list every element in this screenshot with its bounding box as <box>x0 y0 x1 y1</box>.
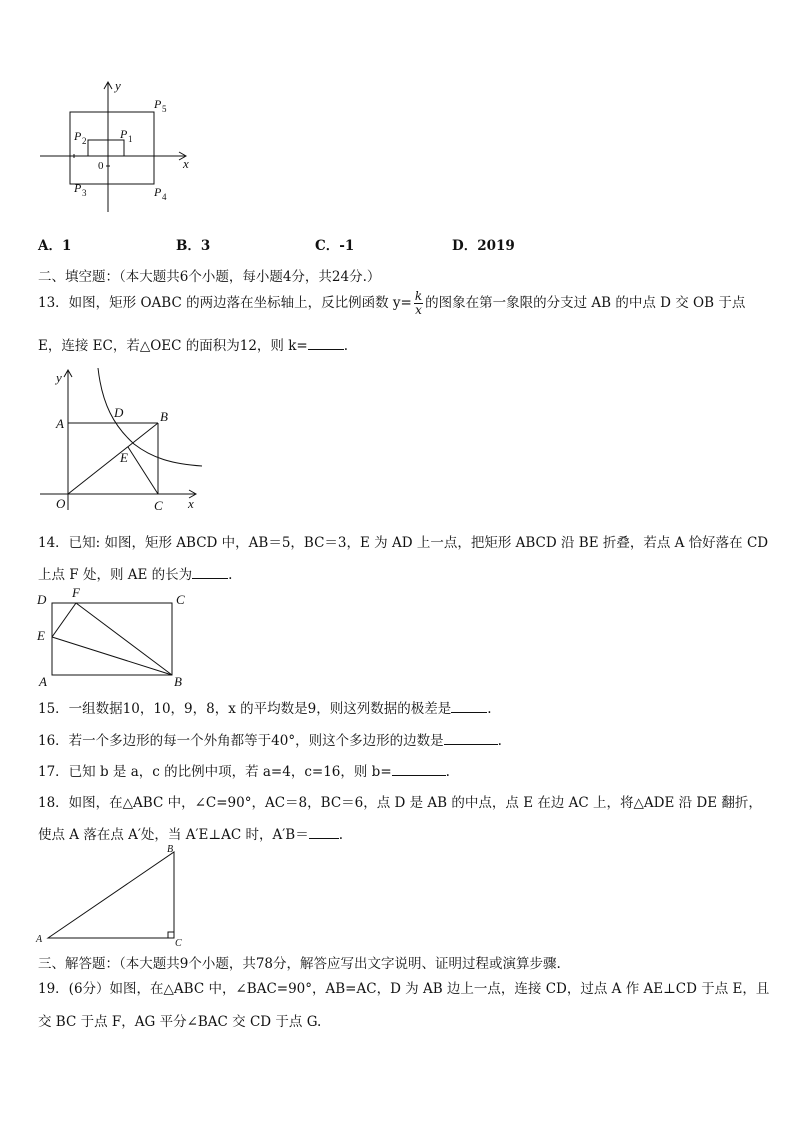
answer-blank[interactable] <box>309 826 339 839</box>
fraction-numerator: k <box>414 289 423 303</box>
fig12-label-origin: 0 <box>98 160 104 172</box>
fig13-label-d: D <box>114 405 124 420</box>
fig13-label-a: A <box>56 416 64 431</box>
choice-d: D．2019 <box>452 238 515 254</box>
answer-blank[interactable] <box>444 732 498 745</box>
answer-blank[interactable] <box>451 700 487 713</box>
fig14-label-c: C <box>176 592 185 607</box>
fig12-label-p2-sub: 2 <box>82 136 87 146</box>
segment-fb <box>76 603 172 675</box>
q17-end: . <box>445 764 450 780</box>
choice-b: B．3 <box>176 238 211 254</box>
answer-blank[interactable] <box>392 763 446 776</box>
fig12-label-p2: P <box>74 129 82 143</box>
fraction-k-over-x <box>414 290 423 317</box>
q17-text: 17．已知 b 是 a，c 的比例中项，若 a=4，c=16，则 b= <box>38 764 392 780</box>
question-18-line1: 18．如图，在△ABC 中，∠C=90°，AC＝8，BC＝6，点 D 是 AB 的中点，点 E 在边 AC 上，将△ADE 沿 DE 翻折， <box>38 795 762 811</box>
fig12-label-p5-sub: 5 <box>162 104 167 114</box>
q13-text-before: 13．如图，矩形 OABC 的两边落在坐标轴上，反比例函数 y= <box>38 295 412 311</box>
question-19-line2: 交 BC 于点 F，AG 平分∠BAC 交 CD 于点 G. <box>38 1014 322 1030</box>
fig14-label-d: D <box>37 592 47 607</box>
question-18-line2 <box>38 823 343 843</box>
fig12-label-p4-sub: 4 <box>162 192 167 202</box>
figure-q13 <box>36 364 206 514</box>
fig18-label-b: B <box>167 844 174 855</box>
right-angle-marker <box>168 932 174 938</box>
q18-line2-end: . <box>338 827 343 843</box>
section-heading-answers: 三、解答题：（本大题共9个小题，共78分，解答应写出文字说明、证明过程或演算步骤. <box>38 956 561 972</box>
fig12-label-x: x <box>183 156 189 171</box>
q15-text: 15．一组数据10，10，9，8，x 的平均数是9，则这列数据的极差是 <box>38 701 452 717</box>
q13-line2-text: E，连接 EC，若△OEC 的面积为12，则 k= <box>38 338 308 354</box>
fig18-label-c: C <box>175 938 182 949</box>
fig14-label-a: A <box>39 674 47 689</box>
q16-text: 16．若一个多边形的每一个外角都等于40°，则这个多边形的边数是 <box>38 733 444 749</box>
q14-line2-end: . <box>228 567 233 583</box>
q13-line2-end: . <box>343 338 349 354</box>
question-14-line1: 14．已知: 如图，矩形 ABCD 中，AB＝5，BC＝3，E 为 AD 上一点，把矩形 ABCD 沿 BE 折叠，若点 A 恰好落在 CD <box>38 535 769 551</box>
fig13-label-e: E <box>120 450 128 465</box>
q13-text-after: 的图象在第一象限的分支过 AB 的中点 D 交 OB 于点 <box>425 295 746 311</box>
question-13-line2 <box>38 334 348 354</box>
fig13-label-x: x <box>188 496 194 511</box>
rectangle-abcd <box>52 603 172 675</box>
fig12-label-p4: P <box>154 185 162 199</box>
fig13-label-o: O <box>56 496 66 511</box>
question-14-line2 <box>38 563 232 583</box>
segment-ob <box>68 423 158 494</box>
question-15 <box>38 697 492 717</box>
choice-a: A．1 <box>38 238 72 254</box>
segment-eb <box>52 637 172 675</box>
q15-end: . <box>487 701 492 717</box>
fig14-label-b: B <box>174 674 182 689</box>
inner-rectangle <box>88 140 124 156</box>
fig13-label-c: C <box>154 498 163 513</box>
section-heading-fill-in: 二、填空题：（本大题共6个小题，每小题4分，共24分.） <box>38 269 381 285</box>
fig12-label-p5: P <box>154 97 162 111</box>
q16-end: . <box>497 733 502 749</box>
outer-rectangle <box>70 112 154 184</box>
segment-ef <box>52 603 76 637</box>
fig13-label-b: B <box>160 409 168 424</box>
q14-line2-text: 上点 F 处，则 AE 的长为 <box>38 567 193 583</box>
fig12-label-p1: P <box>120 127 128 141</box>
answer-blank[interactable] <box>192 566 228 579</box>
figure-q12 <box>36 76 196 216</box>
segment-ec <box>128 447 158 494</box>
figure-q14 <box>34 588 194 690</box>
question-16 <box>38 729 502 749</box>
answer-blank[interactable] <box>308 337 344 350</box>
fig12-label-y: y <box>115 78 121 93</box>
question-17 <box>38 760 450 780</box>
fraction-denominator: x <box>415 303 422 317</box>
fig13-label-y: y <box>56 370 62 385</box>
question-19-line1: 19．(6分）如图，在△ABC 中，∠BAC=90°，AB=AC，D 为 AB 边上一点，连接 CD，过点 A 作 AE⊥CD 于点 E，且 <box>38 981 770 997</box>
fig18-label-a: A <box>36 934 43 945</box>
fig12-label-p3-sub: 3 <box>82 188 87 198</box>
fig12-label-p1-sub: 1 <box>128 134 133 144</box>
choice-c: C．-1 <box>315 238 355 254</box>
fig14-label-e: E <box>37 628 45 643</box>
q18-line2-text: 使点 A 落在点 A′处，当 A′E⊥AC 时，A′B＝ <box>38 827 309 843</box>
question-13-line1 <box>38 290 745 317</box>
fig14-label-f: F <box>72 588 80 600</box>
figure-q18 <box>34 842 194 950</box>
fig12-label-p3: P <box>74 181 82 195</box>
triangle-abc <box>48 852 174 938</box>
